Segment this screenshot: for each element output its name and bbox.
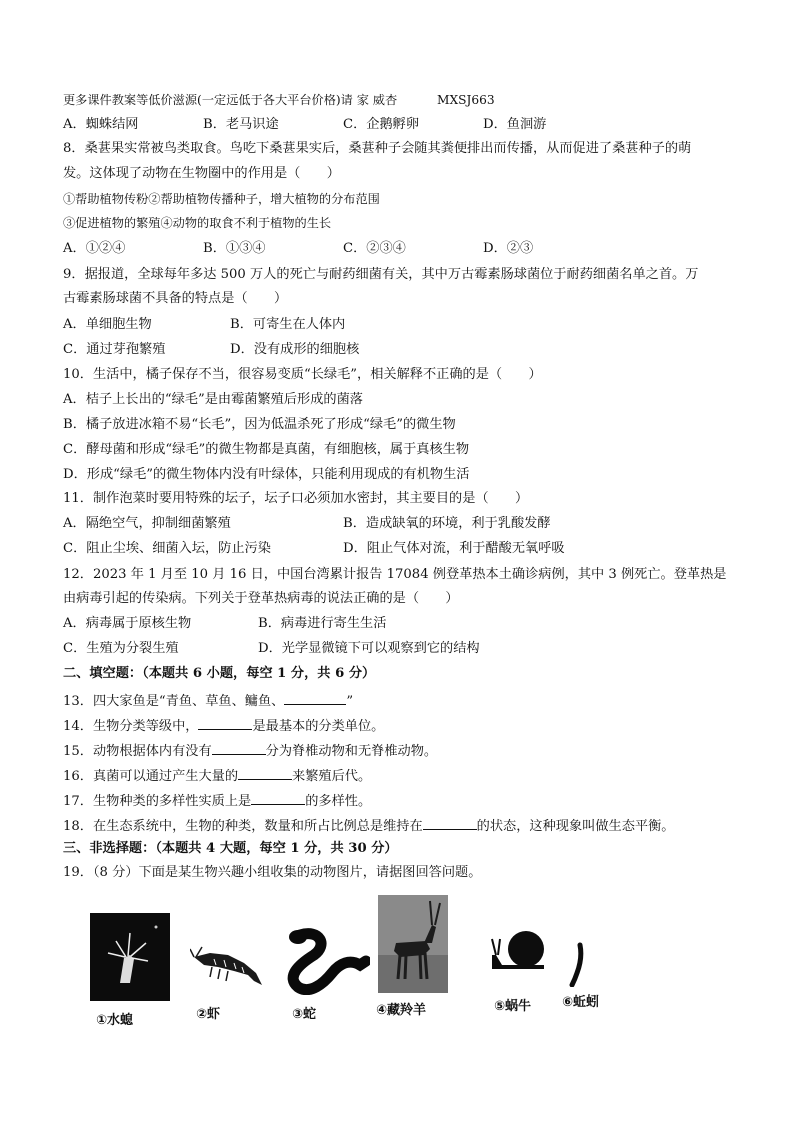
earthworm-image	[568, 941, 588, 987]
q18	[63, 815, 674, 836]
q13-text-after: ”	[346, 694, 354, 709]
q7-option-c: C．企鹅孵卵	[343, 117, 420, 132]
shrimp-image	[190, 945, 270, 990]
section-3-heading: 三、非选择题：（本题共 4 大题，每空 1 分，共 30 分）	[63, 841, 398, 856]
q17-blank[interactable]	[251, 790, 305, 805]
q10-option-d: D．形成“绿毛”的微生物体内没有叶绿体，只能利用现成的有机物生活	[63, 467, 470, 482]
q7-option-a: A．蜘蛛结网	[63, 117, 139, 132]
q8-stem-2: 发。这体现了动物在生物圈中的作用是（ ）	[63, 166, 340, 181]
q16	[63, 765, 371, 786]
q9-option-b: B．可寄生在人体内	[230, 317, 346, 332]
q18-text-before: 18．在生态系统中，生物的种类，数量和所占比例总是维持在	[63, 819, 423, 834]
q10-option-b: B．橘子放进冰箱不易“长毛”，因为低温杀死了形成“绿毛”的微生物	[63, 417, 456, 432]
q10-option-a: A．桔子上长出的“绿毛”是由霉菌繁殖后形成的菌落	[63, 392, 363, 407]
q18-blank[interactable]	[423, 815, 477, 830]
section-2-heading: 二、填空题：（本题共 6 小题，每空 1 分，共 6 分）	[63, 666, 376, 681]
q16-text-after: 来繁殖后代。	[292, 769, 372, 784]
promo-code: MXSJ663	[437, 93, 495, 107]
caption-shrimp: ②虾	[196, 1007, 221, 1022]
q18-text-after: 的状态，这种现象叫做生态平衡。	[476, 819, 675, 834]
q12-options-row2	[63, 640, 733, 658]
q11-option-d: D．阻止气体对流，利于醋酸无氧呼吸	[343, 541, 565, 556]
snake-image	[280, 925, 370, 995]
q19-stem: 19．（8 分）下面是某生物兴趣小组收集的动物图片，请据图回答问题。	[63, 865, 482, 880]
q12-option-c: C．生殖为分裂生殖	[63, 641, 179, 656]
q14	[63, 715, 384, 736]
q16-blank[interactable]	[238, 765, 292, 780]
q11-options-row1	[63, 515, 733, 533]
q10-option-c: C．酵母菌和形成“绿毛”的微生物都是真菌，有细胞核，属于真核生物	[63, 442, 470, 457]
q11-option-b: B．造成缺氧的环境，利于乳酸发酵	[343, 516, 551, 531]
q8-option-a: A．①②④	[63, 241, 126, 256]
caption-hydra: ①水螅	[96, 1013, 134, 1028]
q11-option-a: A．隔绝空气，抑制细菌繁殖	[63, 516, 231, 531]
q8-statement-1: ①帮助植物传粉②帮助植物传播种子，增大植物的分布范围	[63, 192, 380, 206]
promo-text: 更多课件教案等低价滋源(一定远低于各大平台价格)请 家 威杏	[63, 93, 398, 107]
q12-stem-1: 12．2023 年 1 月至 10 月 16 日，中国台湾累计报告 17084 例登革热本土确诊病例，其中 3 例死亡。登革热是	[63, 567, 727, 582]
antelope-image	[378, 895, 448, 993]
q9-options-row1	[63, 316, 733, 334]
q8-statement-2: ③促进植物的繁殖④动物的取食不利于植物的生长	[63, 216, 332, 230]
q14-blank[interactable]	[198, 715, 252, 730]
q12-options-row1	[63, 615, 733, 633]
q13-blank[interactable]	[284, 690, 346, 705]
q9-stem-2: 古霉素肠球菌不具备的特点是（ ）	[63, 291, 288, 306]
q15-text-after: 分为脊椎动物和无脊椎动物。	[265, 744, 438, 759]
q16-text-before: 16．真菌可以通过产生大量的	[63, 769, 239, 784]
caption-snail: ⑤蜗牛	[494, 999, 532, 1014]
q14-text-after: 是最基本的分类单位。	[252, 719, 385, 734]
q9-option-d: D．没有成形的细胞核	[230, 342, 360, 357]
q11-stem: 11．制作泡菜时要用特殊的坛子，坛子口必须加水密封，其主要目的是（ ）	[63, 491, 529, 506]
q17	[63, 790, 371, 811]
q11-options-row2	[63, 540, 733, 558]
q11-option-c: C．阻止尘埃、细菌入坛，防止污染	[63, 541, 271, 556]
q8-stem-1: 8．桑葚果实常被鸟类取食。鸟吃下桑葚果实后，桑葚种子会随其粪便排出而传播，从而促进了桑葚种子的萌	[63, 141, 692, 156]
q9-option-a: A．单细胞生物	[63, 317, 152, 332]
q10-stem: 10．生活中，橘子保存不当，很容易变质“长绿毛”，相关解释不正确的是（ ）	[63, 367, 542, 382]
q8-option-d: D．②③	[483, 241, 534, 256]
q12-option-b: B．病毒进行寄生生活	[258, 616, 387, 631]
q7-options	[63, 116, 733, 134]
caption-earthworm: ⑥蚯蚓	[562, 995, 600, 1010]
q15-blank[interactable]	[212, 740, 266, 755]
q9-stem-1: 9．据报道，全球每年多达 500 万人的死亡与耐药细菌有关，其中万古霉素肠球菌位于耐药细菌名单之首。万	[63, 267, 699, 282]
caption-snake: ③蛇	[292, 1007, 317, 1022]
header-line	[63, 91, 495, 109]
q17-text-before: 17．生物种类的多样性实质上是	[63, 794, 252, 809]
q14-text-before: 14．生物分类等级中，	[63, 719, 199, 734]
q7-option-d: D．鱼洄游	[483, 117, 547, 132]
q8-option-b: B．①③④	[203, 241, 266, 256]
animal-figure	[90, 895, 630, 1035]
q9-option-c: C．通过芽孢繁殖	[63, 342, 166, 357]
q8-options	[63, 240, 733, 258]
q13-text-before: 13．四大家鱼是“青鱼、草鱼、鳙鱼、	[63, 694, 285, 709]
caption-antelope: ④藏羚羊	[376, 1003, 427, 1018]
q9-options-row2	[63, 341, 733, 359]
q15	[63, 740, 437, 761]
q12-stem-2: 由病毒引起的传染病。下列关于登革热病毒的说法正确的是（ ）	[63, 591, 459, 606]
q15-text-before: 15．动物根据体内有没有	[63, 744, 212, 759]
q17-text-after: 的多样性。	[305, 794, 372, 809]
snail-image	[490, 925, 550, 975]
q13	[63, 690, 353, 711]
q8-option-c: C．②③④	[343, 241, 406, 256]
q7-option-b: B．老马识途	[203, 117, 279, 132]
hydra-image	[90, 913, 170, 1001]
q12-option-a: A．病毒属于原核生物	[63, 616, 192, 631]
q12-option-d: D．光学显微镜下可以观察到它的结构	[258, 641, 480, 656]
